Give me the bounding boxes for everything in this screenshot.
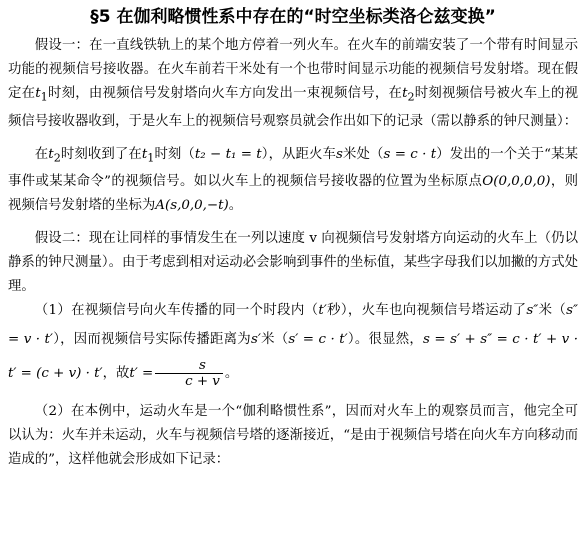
p4-text-b: 秒），火车也向视频信号塔运动了 bbox=[326, 303, 527, 319]
p1-text-c: 时刻视频信号被火车上的视频信号接收器收到，于是火车上的视频信号观察员就会作出如下的记录（需以静系的钟尺测量）： bbox=[8, 86, 579, 129]
equation-train-distance: s″ = v · t′ bbox=[8, 303, 578, 348]
paragraph-record bbox=[8, 143, 578, 219]
t1-symbol: t bbox=[35, 86, 41, 101]
p4-text-g: ，故 bbox=[102, 366, 130, 382]
distance-symbol: s bbox=[336, 146, 343, 162]
p2-text-d: ），从距火车 bbox=[261, 146, 337, 162]
origin-coordinate: O(0,0,0,0) bbox=[482, 174, 551, 190]
p4-text-e: 米（ bbox=[260, 332, 289, 348]
t1-subscript: 1 bbox=[40, 90, 48, 104]
equation-signal-distance: s′ = c · t′ bbox=[288, 332, 348, 348]
paragraph-assumption-two: 假设二：现在让同样的事情发生在一列以速度 v 向视频信号发射塔方向运动的火车上（仍以静系的钟尺测量）。由于考虑到相对运动必会影响到事件的坐标值，某些字母我们以加撇的方式处理。 bbox=[8, 231, 578, 295]
p4-text-h: 。 bbox=[224, 366, 239, 382]
equation-total-distance: s = s′ + s″ = c · t′ + v · t′ = (c + v) · t′ bbox=[8, 332, 578, 382]
t2-subscript: 2 bbox=[53, 151, 61, 165]
t1-symbol: t bbox=[141, 146, 148, 162]
t1-subscript: 1 bbox=[147, 151, 155, 165]
t-prime-symbol: t′ bbox=[318, 303, 327, 319]
tower-coordinate: A(s,0,0,−t) bbox=[155, 198, 229, 214]
s-prime-symbol: s′ bbox=[250, 332, 261, 348]
section-title: §5 在伽利略惯性系中存在的“时空坐标类洛仑兹变换” bbox=[90, 7, 496, 27]
fraction-denominator: c + v bbox=[185, 374, 220, 390]
paragraph-point-two: （2）在本例中，运动火车是一个“伽利略惯性系”，因而对火车上的观察员而言，他完全可以认为：火车并未运动，火车与视频信号塔的逐渐接近，“是由于视频信号塔在向火车方向移动而造成的”，这样他就会形成如下记录： bbox=[8, 404, 578, 468]
s-double-prime-symbol: s″ bbox=[526, 303, 539, 319]
p2-text-f: ）发出的一个关于“某某事件或某某命令”的视频信号。如以火车上的视频信号接收器的位置为坐标原点 bbox=[8, 146, 578, 190]
p1-text-a: 假设一：在一直线铁轨上的某个地方停着一列火车。在火车的前端安装了一个带有时间显示功能的视频信号接收器。在火车前若干米处有一个也带时间显示功能的视频信号发射塔。现在假定在 bbox=[8, 38, 578, 101]
equation-distance: s = c · t bbox=[383, 146, 437, 162]
p4-text-c: 米（ bbox=[538, 303, 567, 319]
t2-symbol: t bbox=[48, 146, 54, 162]
p2-text-c: 时刻（ bbox=[154, 146, 195, 162]
p2-text-e: 米处（ bbox=[342, 146, 384, 162]
paragraph-assumption-one bbox=[8, 34, 578, 134]
equation-time-difference: t₂ − t₁ = t bbox=[194, 146, 262, 162]
fraction bbox=[155, 358, 223, 389]
p4-text-a: （1）在视频信号向火车传播的同一个时段内（ bbox=[34, 303, 319, 319]
p4-text-d: ），因而视频信号实际传播距离为 bbox=[52, 332, 251, 348]
fraction-numerator: s bbox=[155, 358, 223, 374]
t2-symbol: t bbox=[402, 86, 408, 101]
p2-text-a: 在 bbox=[34, 146, 49, 162]
p2-text-g: ，则视频信号发射塔的坐标为 bbox=[8, 174, 579, 214]
p1-text-b: 时刻，由视频信号发射塔向火车方向发出一束视频信号，在 bbox=[47, 86, 403, 101]
p4-text-f: ）。很显然， bbox=[347, 332, 423, 348]
t2-subscript: 2 bbox=[407, 90, 415, 104]
equation-t-prime: t′ = bbox=[129, 366, 154, 382]
p2-text-b: 时刻收到了在 bbox=[60, 146, 142, 162]
p2-text-h: 。 bbox=[228, 198, 243, 214]
paragraph-point-one bbox=[8, 299, 578, 391]
